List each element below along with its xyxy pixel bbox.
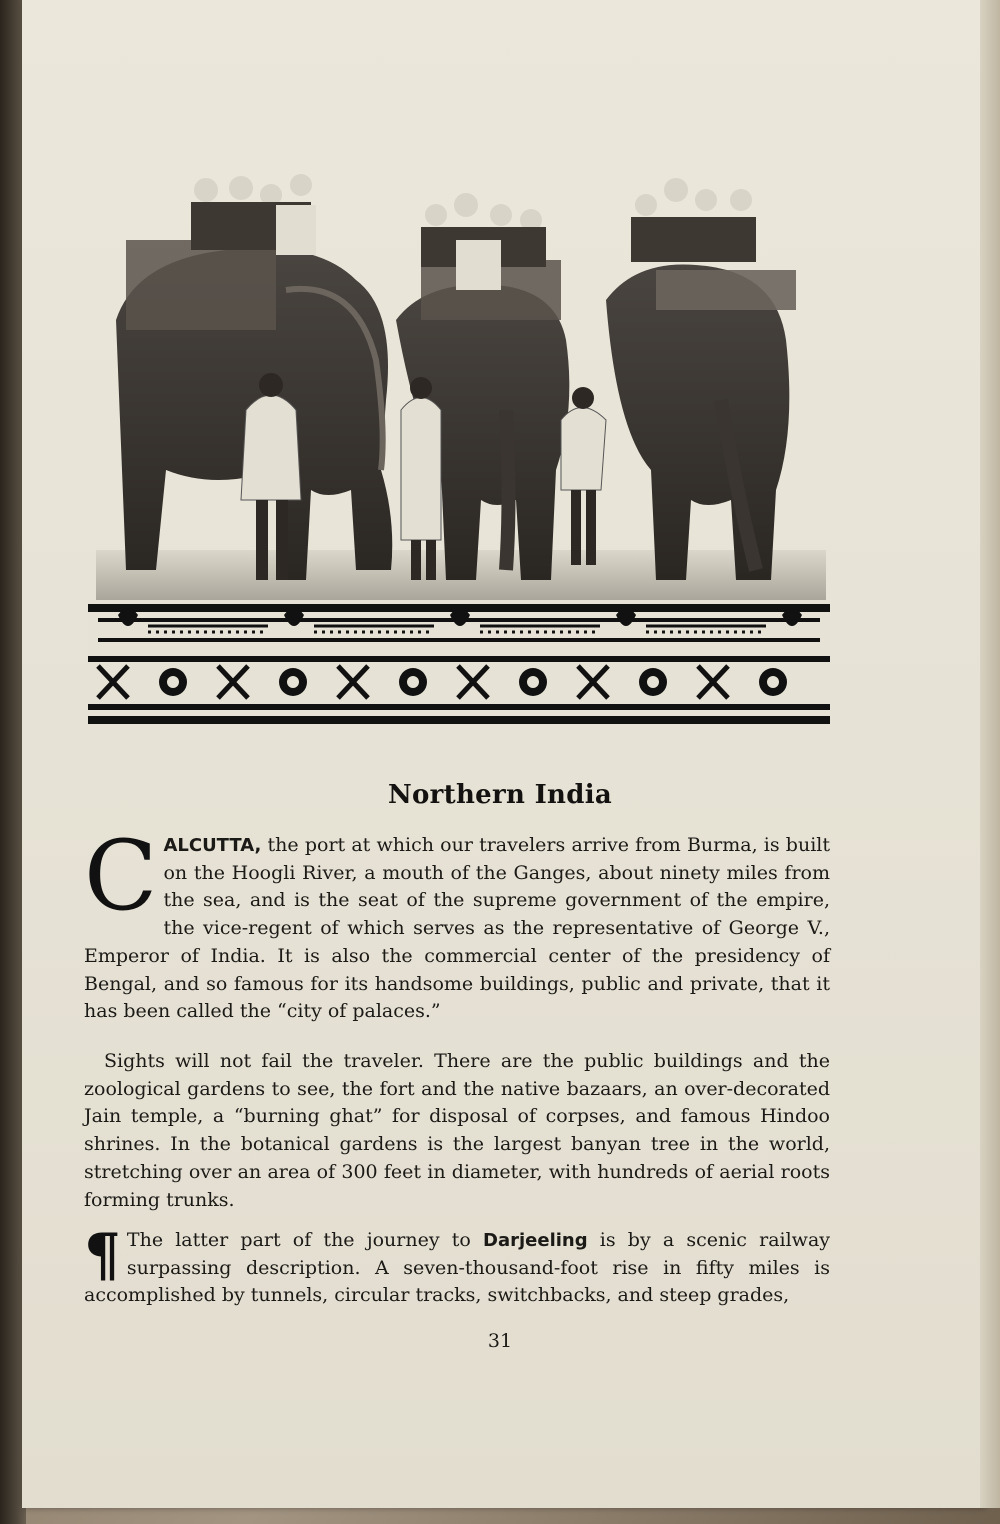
paragraph-text: Sights will not fail the traveler. There are the public buildings and the zoological gardens to see, the fort and the native bazaars, an over-decorated Jain temple, a “burning ghat” for disposal of corpses, and famous Hindoo shrines. In the botanical gardens is the largest banyan tree in the world, stretching over an area of 300 feet in diameter, with hundreds of aerial roots forming trunks. (84, 1050, 830, 1211)
lead-word: ALCUTTA, (163, 835, 262, 856)
paragraph-calcutta (84, 820, 830, 1026)
paragraph-text: the port at which our travelers arrive from Burma, is built on the Hoogli River, a mouth of the Ganges, about ninety miles from the sea, and is the seat of the supreme government of the empire, the vice-regent of which serves as the representative of George V., Emperor of India. It is also the commercial center of the presidency of Bengal, and so famous for its handsome buildings, public and private, that it has been called the “city of palaces.” (84, 834, 830, 1023)
bold-place-name: Darjeeling (483, 1230, 588, 1251)
paragraph-darjeeling (84, 1221, 831, 1310)
paragraph-sights (84, 1048, 830, 1214)
paragraph-text: is by a scenic railway surpassing description. A seven-thousand-foot rise in fifty miles is accomplished by tunnels, circular tracks, switchbacks, and steep grades, (84, 1229, 831, 1307)
decorative-border-frieze (88, 600, 830, 728)
section-title: Northern India (387, 780, 613, 810)
paragraph-text: The latter part of the journey to (126, 1229, 484, 1251)
drop-cap: C (84, 820, 158, 932)
page-number: 31 (487, 1330, 513, 1352)
pilcrow-mark: ¶ (84, 1221, 121, 1289)
elephants-with-travelers-photo (96, 170, 826, 610)
page-stack-edge (980, 0, 1000, 1508)
